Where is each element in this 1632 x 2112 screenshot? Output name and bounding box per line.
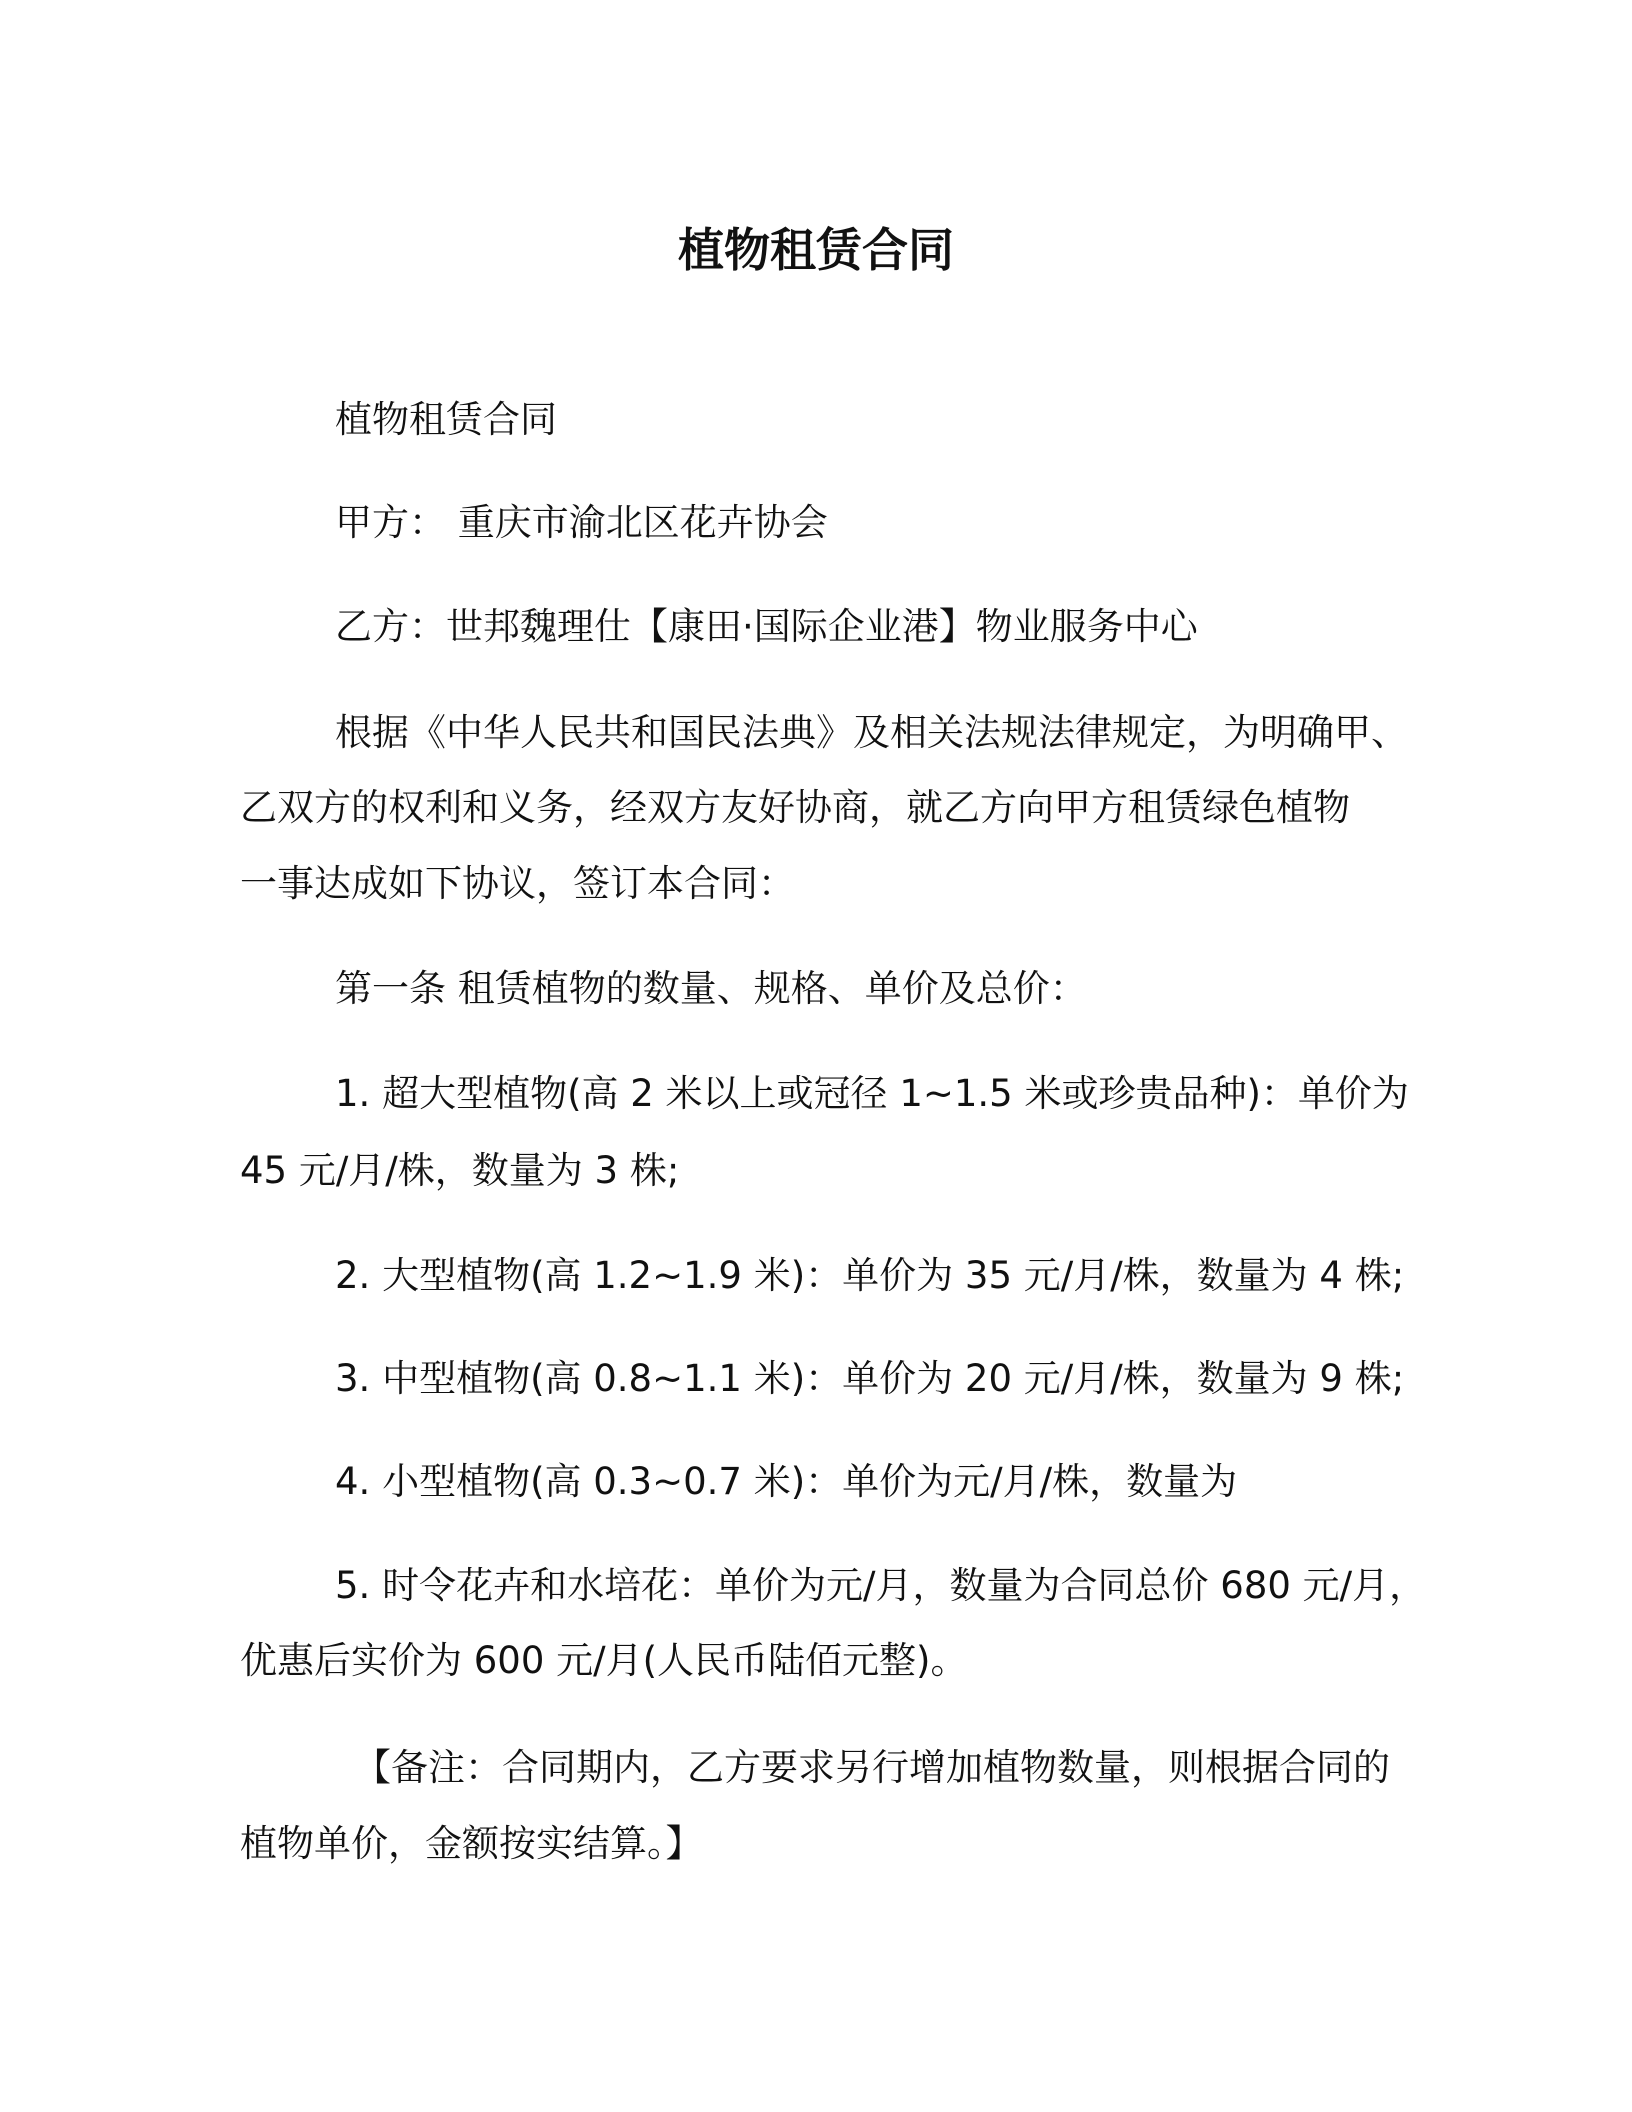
item-3: 3. 中型植物(高 0.8~1.1 米)：单价为 20 元/月/株，数量为 9 株; xyxy=(335,1357,1405,1400)
item-2: 2. 大型植物(高 1.2~1.9 米)：单价为 35 元/月/株，数量为 4 株; xyxy=(335,1254,1405,1297)
preamble-line-3: 一事达成如下协议，签订本合同： xyxy=(240,862,795,905)
article-1-heading: 第一条 租赁植物的数量、规格、单价及总价： xyxy=(335,967,1087,1010)
item-1-line-1: 1. 超大型植物(高 2 米以上或冠径 1~1.5 米或珍贵品种)：单价为 xyxy=(335,1072,1409,1115)
item-4: 4. 小型植物(高 0.3~0.7 米)：单价为元/月/株，数量为 xyxy=(335,1460,1238,1503)
document-title: 植物租赁合同 xyxy=(678,223,954,277)
preamble-line-2: 乙双方的权利和义务，经双方友好协商，就乙方向甲方租赁绿色植物 xyxy=(240,786,1350,829)
party-b: 乙方：世邦魏理仕【康田·国际企业港】物业服务中心 xyxy=(335,605,1198,648)
party-a: 甲方： 重庆市渝北区花卉协会 xyxy=(335,501,828,544)
subtitle: 植物租赁合同 xyxy=(335,398,557,441)
item-5-line-2: 优惠后实价为 600 元/月(人民币陆佰元整)。 xyxy=(240,1639,968,1682)
note-line-1: 【备注：合同期内，乙方要求另行增加植物数量，则根据合同的 xyxy=(354,1746,1390,1789)
preamble-line-1: 根据《中华人民共和国民法典》及相关法规法律规定，为明确甲、 xyxy=(335,711,1408,754)
item-5-line-1: 5. 时令花卉和水培花：单价为元/月，数量为合同总价 680 元/月， xyxy=(335,1564,1427,1607)
note-line-2: 植物单价，金额按实结算。】 xyxy=(240,1822,703,1865)
item-1-line-2: 45 元/月/株，数量为 3 株; xyxy=(240,1149,680,1192)
